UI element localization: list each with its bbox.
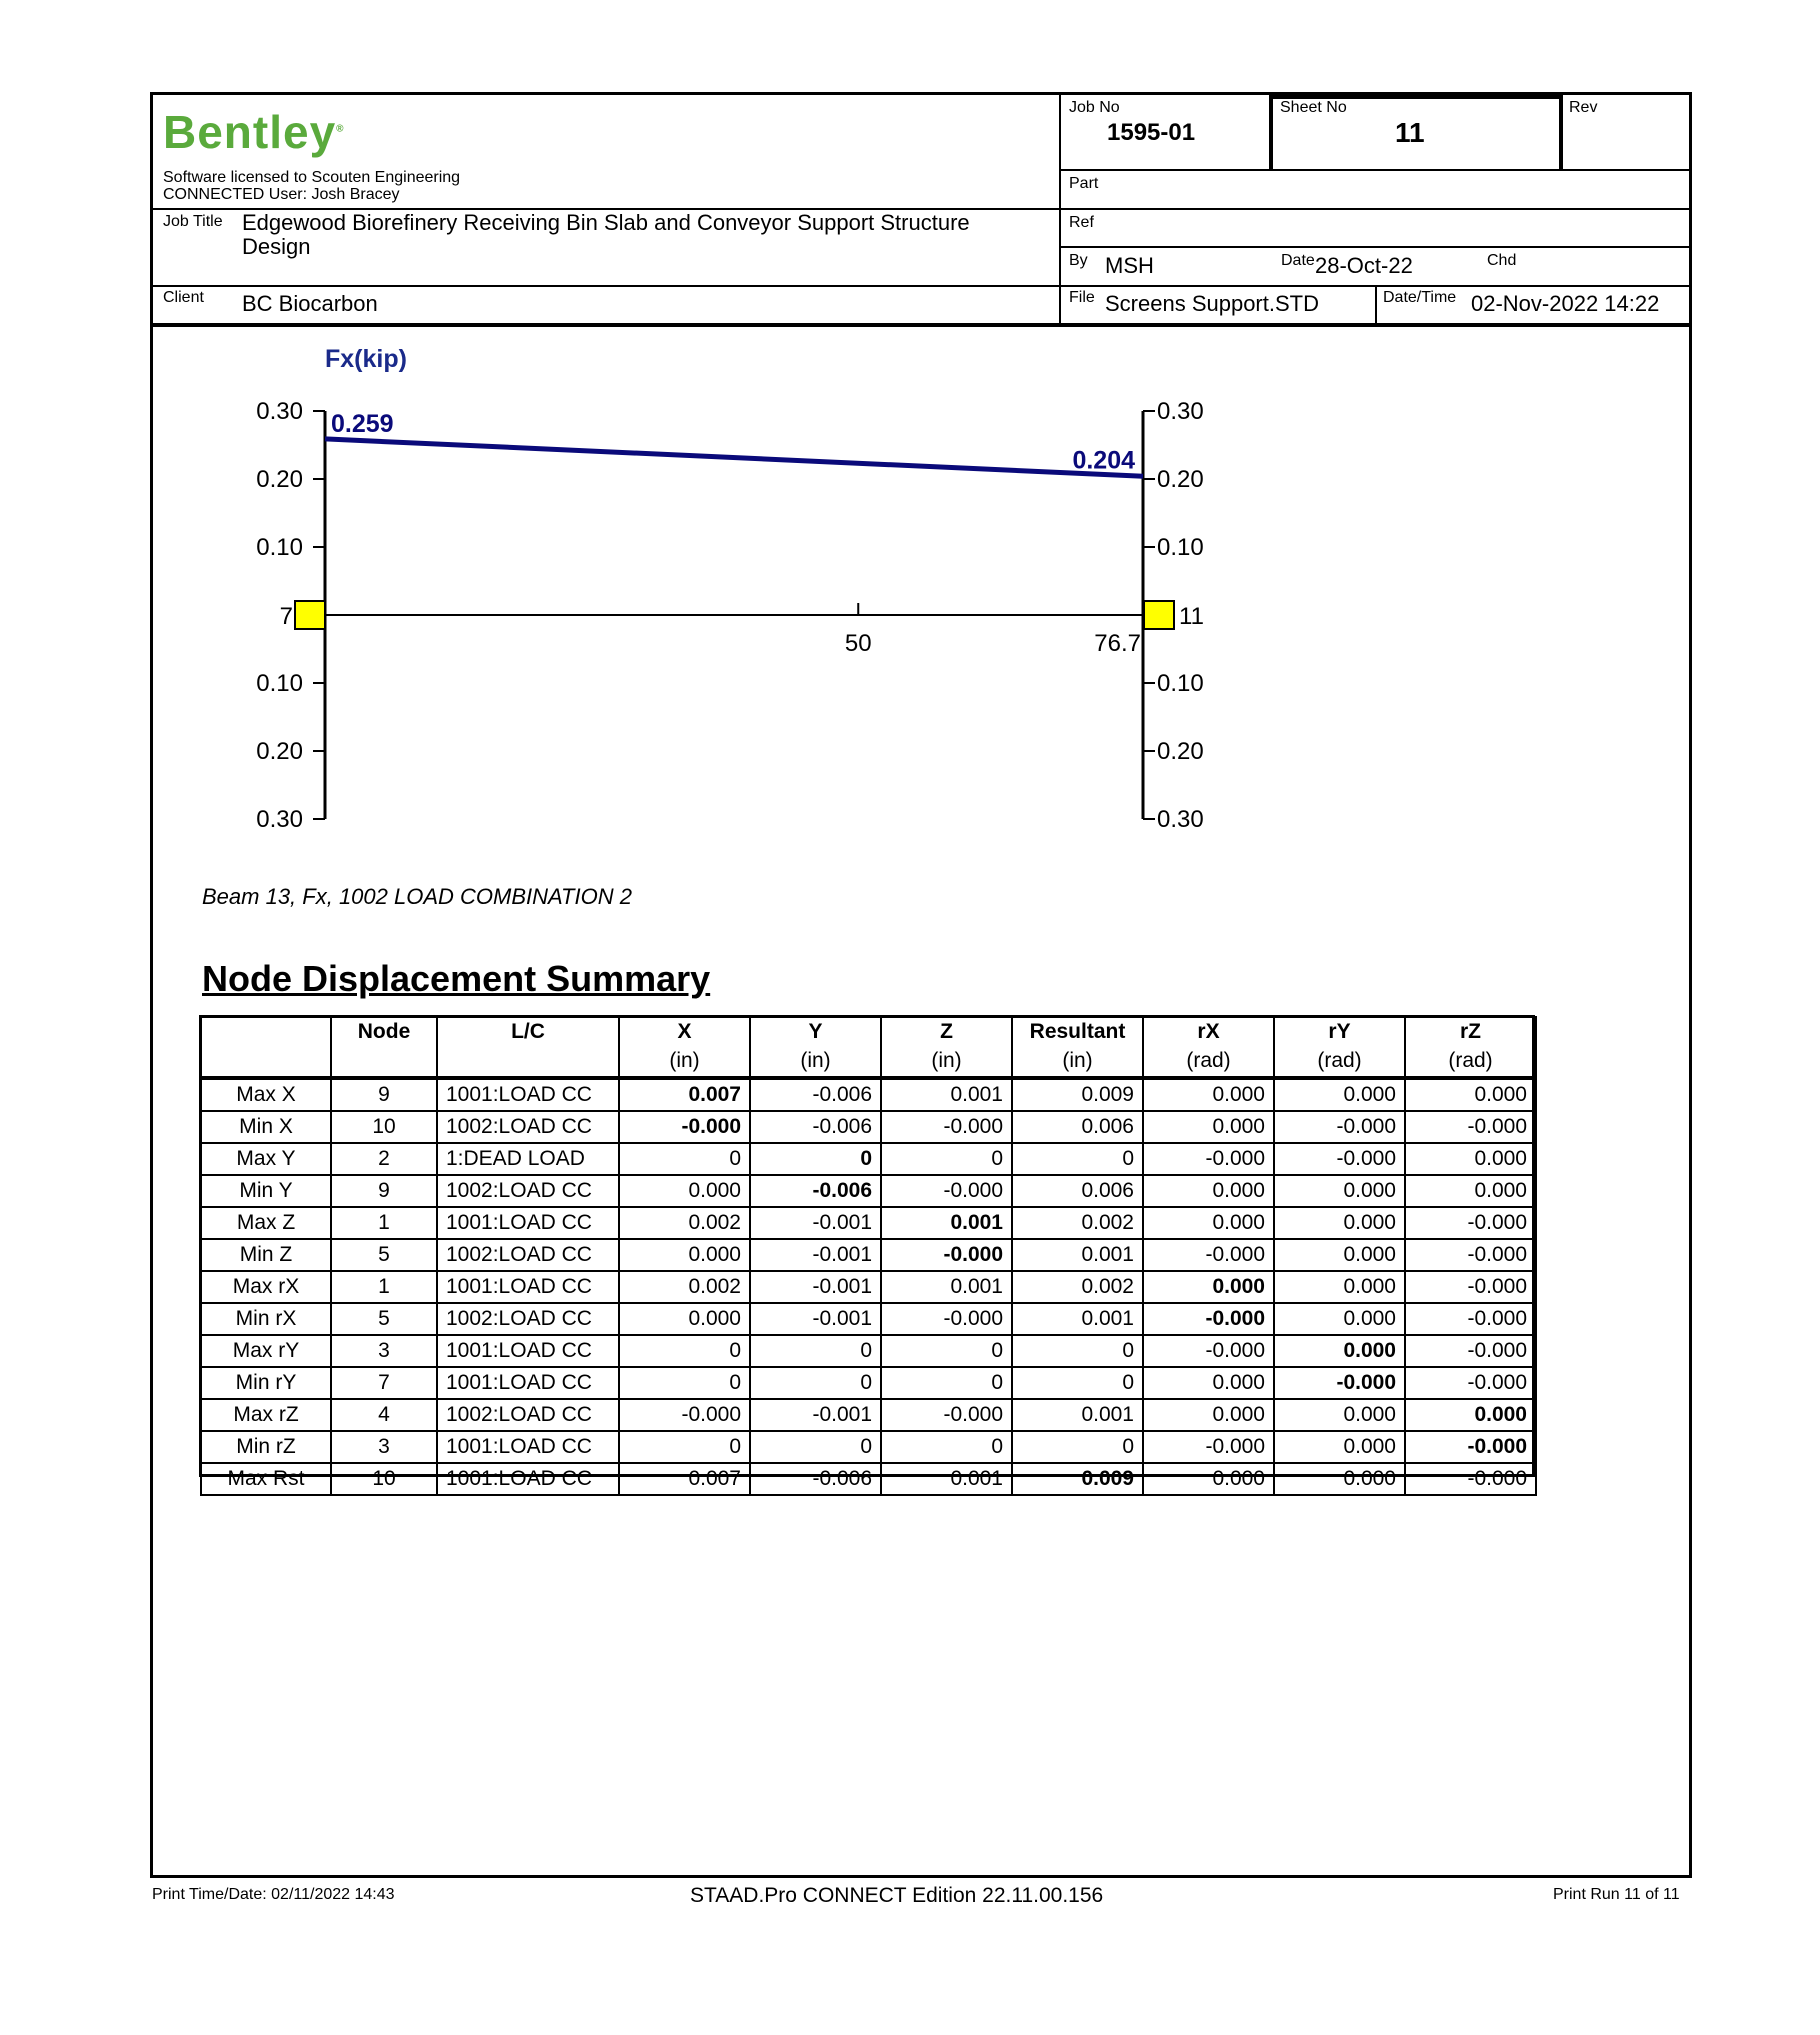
table-cell: 0.000 — [1405, 1143, 1536, 1175]
table-row — [201, 1078, 1536, 1111]
part-label: Part — [1069, 175, 1099, 192]
table-cell: -0.001 — [750, 1303, 881, 1335]
table-cell: 0.000 — [619, 1175, 750, 1207]
column-header: Y — [750, 1017, 881, 1046]
table-cell: -0.001 — [750, 1239, 881, 1271]
table-row — [201, 1335, 1536, 1367]
table-cell: 1:DEAD LOAD — [437, 1143, 619, 1175]
table-cell: 1002:LOAD CC — [437, 1303, 619, 1335]
file-label: File — [1069, 289, 1095, 306]
table-cell: 0.000 — [1143, 1367, 1274, 1399]
table-cell: -0.000 — [1405, 1367, 1536, 1399]
column-unit: (rad) — [1274, 1046, 1405, 1078]
table-cell: 0.000 — [1274, 1271, 1405, 1303]
end-value-label: 0.204 — [1072, 446, 1135, 475]
table-cell: 0 — [1012, 1143, 1143, 1175]
table-cell: -0.000 — [1405, 1431, 1536, 1463]
column-header: Z — [881, 1017, 1012, 1046]
table-cell: 1001:LOAD CC — [437, 1367, 619, 1399]
table-cell: -0.000 — [1143, 1239, 1274, 1271]
fx-diagram-chart — [0, 0, 1820, 880]
table-cell: Min Y — [201, 1175, 331, 1207]
table-cell: Min rZ — [201, 1431, 331, 1463]
table-cell: Min Z — [201, 1239, 331, 1271]
x-tick-label: 50 — [844, 630, 872, 657]
x-tick-label: 76.7 — [1094, 630, 1141, 657]
column-header: rY — [1274, 1017, 1405, 1046]
license-line-2: CONNECTED User: Josh Bracey — [163, 186, 400, 203]
job-title-value: Edgewood Biorefinery Receiving Bin Slab and Conveyor Support Structure Design — [242, 210, 970, 259]
table-cell: -0.006 — [750, 1111, 881, 1143]
rev-label: Rev — [1569, 99, 1598, 116]
right-tick-label: 0.20 — [1157, 466, 1204, 493]
table-header-row — [201, 1017, 1536, 1046]
table-cell: 0.000 — [1274, 1399, 1405, 1431]
datetime-value: 02-Nov-2022 14:22 — [1471, 291, 1660, 316]
column-unit: (rad) — [1405, 1046, 1536, 1078]
table-cell: -0.000 — [1405, 1271, 1536, 1303]
table-cell: 0 — [881, 1335, 1012, 1367]
job-no-value: 1595-01 — [1107, 119, 1196, 146]
client-value: BC Biocarbon — [242, 291, 378, 316]
print-time: Print Time/Date: 02/11/2022 14:43 — [152, 1886, 395, 1903]
column-unit: (in) — [1012, 1046, 1143, 1078]
table-cell: 0.000 — [1405, 1399, 1536, 1431]
table-cell: 0.000 — [1143, 1399, 1274, 1431]
table-cell: 0.000 — [1274, 1078, 1405, 1111]
table-cell: 4 — [331, 1399, 437, 1431]
column-unit — [437, 1046, 619, 1078]
table-cell: 1001:LOAD CC — [437, 1078, 619, 1111]
table-row — [201, 1431, 1536, 1463]
sheet-no-label: Sheet No — [1280, 99, 1347, 116]
right-tick-label: 0.30 — [1157, 398, 1204, 425]
table-cell: Max Z — [201, 1207, 331, 1239]
table-cell: Min X — [201, 1111, 331, 1143]
left-tick-label: 0.20 — [256, 466, 303, 493]
table-cell: 1 — [331, 1271, 437, 1303]
table-cell: 0.007 — [619, 1463, 750, 1495]
sheet-no-value: 11 — [1395, 117, 1425, 148]
table-row — [201, 1367, 1536, 1399]
end-node-marker — [1144, 601, 1174, 629]
table-cell: 0.006 — [1012, 1111, 1143, 1143]
table-cell: Max rX — [201, 1271, 331, 1303]
table-cell: -0.006 — [750, 1175, 881, 1207]
table-row — [201, 1111, 1536, 1143]
table-cell: 0.006 — [1012, 1175, 1143, 1207]
table-row — [201, 1143, 1536, 1175]
table-cell: -0.000 — [1143, 1303, 1274, 1335]
file-value: Screens Support.STD — [1105, 291, 1319, 316]
by-value: MSH — [1105, 253, 1154, 278]
table-cell: 0.000 — [1143, 1111, 1274, 1143]
table-cell: 0.000 — [619, 1239, 750, 1271]
table-cell: 0.001 — [1012, 1239, 1143, 1271]
table-cell: -0.000 — [1143, 1335, 1274, 1367]
column-header: Resultant — [1012, 1017, 1143, 1046]
column-header: Node — [331, 1017, 437, 1046]
table-cell: -0.000 — [1405, 1239, 1536, 1271]
table-cell: -0.000 — [881, 1111, 1012, 1143]
table-cell: -0.006 — [750, 1463, 881, 1495]
table-cell: -0.000 — [619, 1399, 750, 1431]
table-cell: 0.002 — [1012, 1207, 1143, 1239]
table-cell: 0 — [750, 1143, 881, 1175]
left-tick-label: 0.30 — [256, 398, 303, 425]
chd-label: Chd — [1487, 252, 1517, 269]
table-cell: Max rZ — [201, 1399, 331, 1431]
table-row — [201, 1303, 1536, 1335]
table-cell: 5 — [331, 1239, 437, 1271]
chart-caption: Beam 13, Fx, 1002 LOAD COMBINATION 2 — [202, 884, 632, 909]
right-tick-label: 0.10 — [1157, 534, 1204, 561]
table-cell: 1001:LOAD CC — [437, 1463, 619, 1495]
table-cell: 0.001 — [881, 1271, 1012, 1303]
table-cell: 0 — [881, 1431, 1012, 1463]
table-cell: 3 — [331, 1431, 437, 1463]
print-run: Print Run 11 of 11 — [1553, 1886, 1680, 1903]
start-node-label: 7 — [279, 603, 293, 630]
table-cell: 0 — [750, 1367, 881, 1399]
table-cell: 0 — [1012, 1431, 1143, 1463]
table-cell: -0.000 — [1405, 1111, 1536, 1143]
table-cell: -0.000 — [1143, 1143, 1274, 1175]
table-cell: 0.000 — [1274, 1463, 1405, 1495]
date-label: Date — [1281, 252, 1315, 269]
table-cell: Max X — [201, 1078, 331, 1111]
table-row — [201, 1207, 1536, 1239]
table-row — [201, 1271, 1536, 1303]
table-cell: 0.000 — [1274, 1303, 1405, 1335]
job-title-label: Job Title — [163, 213, 223, 230]
table-cell: 0 — [750, 1335, 881, 1367]
table-cell: 1002:LOAD CC — [437, 1111, 619, 1143]
table-units-row — [201, 1046, 1536, 1078]
left-tick-label: 0.10 — [256, 670, 303, 697]
table-cell: 0.000 — [1274, 1431, 1405, 1463]
column-unit: (in) — [881, 1046, 1012, 1078]
table-cell: 0 — [619, 1431, 750, 1463]
end-node-label: 11 — [1179, 603, 1204, 630]
bentley-logo: Bentley® — [163, 106, 345, 158]
table-cell: 0.001 — [1012, 1303, 1143, 1335]
table-cell: 0 — [619, 1367, 750, 1399]
table-cell: 0.001 — [881, 1078, 1012, 1111]
column-header — [201, 1017, 331, 1046]
table-cell: Max Rst — [201, 1463, 331, 1495]
table-cell: -0.000 — [881, 1303, 1012, 1335]
table-cell: 0.009 — [1012, 1463, 1143, 1495]
table-cell: 0.000 — [1143, 1175, 1274, 1207]
table-cell: 0 — [619, 1335, 750, 1367]
right-tick-label: 0.30 — [1157, 806, 1204, 833]
left-tick-label: 0.30 — [256, 806, 303, 833]
column-header: X — [619, 1017, 750, 1046]
table-cell: Min rX — [201, 1303, 331, 1335]
table-cell: 1001:LOAD CC — [437, 1431, 619, 1463]
table-cell: 0.007 — [619, 1078, 750, 1111]
table-cell: -0.000 — [1405, 1303, 1536, 1335]
table-cell: -0.000 — [881, 1175, 1012, 1207]
edition: STAAD.Pro CONNECT Edition 22.11.00.156 — [690, 1884, 1104, 1907]
table-cell: 10 — [331, 1111, 437, 1143]
table-row — [201, 1399, 1536, 1431]
table-row — [201, 1239, 1536, 1271]
table-cell: 9 — [331, 1078, 437, 1111]
table-cell: -0.000 — [1405, 1207, 1536, 1239]
table-cell: 9 — [331, 1175, 437, 1207]
table-row — [201, 1463, 1536, 1495]
table-cell: 1 — [331, 1207, 437, 1239]
node-displacement-table — [200, 1016, 1537, 1496]
table-cell: 0 — [1012, 1367, 1143, 1399]
table-cell: 0.000 — [1405, 1078, 1536, 1111]
table-cell: Min rY — [201, 1367, 331, 1399]
table-cell: -0.001 — [750, 1399, 881, 1431]
table-cell: 0 — [750, 1431, 881, 1463]
table-cell: -0.000 — [1143, 1431, 1274, 1463]
chart-title: Fx(kip) — [325, 345, 407, 373]
table-cell: 1002:LOAD CC — [437, 1239, 619, 1271]
table-cell: 1002:LOAD CC — [437, 1175, 619, 1207]
table-cell: 0.002 — [1012, 1271, 1143, 1303]
table-cell: -0.000 — [1274, 1143, 1405, 1175]
table-cell: -0.000 — [1274, 1367, 1405, 1399]
table-cell: 0.000 — [1143, 1207, 1274, 1239]
job-no-label: Job No — [1069, 99, 1120, 116]
start-node-marker — [295, 601, 325, 629]
by-label: By — [1069, 252, 1088, 269]
table-cell: 0.002 — [619, 1271, 750, 1303]
table-cell: -0.001 — [750, 1271, 881, 1303]
table-cell: -0.000 — [1405, 1463, 1536, 1495]
table-cell: 10 — [331, 1463, 437, 1495]
table-cell: 5 — [331, 1303, 437, 1335]
table-cell: 0 — [619, 1143, 750, 1175]
table-cell: -0.000 — [1405, 1335, 1536, 1367]
table-cell: 0.001 — [881, 1207, 1012, 1239]
table-cell: Max rY — [201, 1335, 331, 1367]
column-unit: (rad) — [1143, 1046, 1274, 1078]
table-cell: 1002:LOAD CC — [437, 1399, 619, 1431]
left-tick-label: 0.10 — [256, 534, 303, 561]
datetime-label: Date/Time — [1383, 289, 1457, 306]
table-cell: 0.001 — [1012, 1399, 1143, 1431]
date-value: 28-Oct-22 — [1315, 253, 1413, 278]
column-header: rZ — [1405, 1017, 1536, 1046]
table-cell: 0.000 — [1274, 1175, 1405, 1207]
column-unit: (in) — [619, 1046, 750, 1078]
table-cell: 0.000 — [1405, 1175, 1536, 1207]
table-cell: 0.000 — [1274, 1239, 1405, 1271]
left-tick-label: 0.20 — [256, 738, 303, 765]
table-cell: 2 — [331, 1143, 437, 1175]
column-unit — [201, 1046, 331, 1078]
license-line-1: Software licensed to Scouten Engineering — [163, 169, 461, 186]
table-cell: -0.000 — [881, 1239, 1012, 1271]
table-cell: 1001:LOAD CC — [437, 1207, 619, 1239]
table-cell: 0.000 — [1143, 1271, 1274, 1303]
start-value-label: 0.259 — [331, 409, 394, 438]
table-cell: 1001:LOAD CC — [437, 1271, 619, 1303]
table-cell: 0.002 — [619, 1207, 750, 1239]
table-cell: 3 — [331, 1335, 437, 1367]
column-unit: (in) — [750, 1046, 881, 1078]
table-cell: 0.000 — [1143, 1078, 1274, 1111]
ref-label: Ref — [1069, 214, 1094, 231]
table-cell: 0 — [1012, 1335, 1143, 1367]
right-tick-label: 0.20 — [1157, 738, 1204, 765]
right-tick-label: 0.10 — [1157, 670, 1204, 697]
fx-series-line — [325, 439, 1143, 476]
table-cell: 0.000 — [1143, 1463, 1274, 1495]
column-header: L/C — [437, 1017, 619, 1046]
table-cell: -0.000 — [881, 1399, 1012, 1431]
table-cell: 7 — [331, 1367, 437, 1399]
table-cell: -0.006 — [750, 1078, 881, 1111]
table-cell: 0 — [881, 1367, 1012, 1399]
table-row — [201, 1175, 1536, 1207]
table-cell: -0.000 — [1274, 1111, 1405, 1143]
table-cell: 0.000 — [1274, 1207, 1405, 1239]
section-title: Node Displacement Summary — [202, 958, 711, 999]
table-cell: -0.001 — [750, 1207, 881, 1239]
table-cell: 1001:LOAD CC — [437, 1335, 619, 1367]
table-cell: 0.001 — [881, 1463, 1012, 1495]
table-cell: 0.000 — [619, 1303, 750, 1335]
column-unit — [331, 1046, 437, 1078]
table-cell: 0 — [881, 1143, 1012, 1175]
table-cell: 0.009 — [1012, 1078, 1143, 1111]
client-label: Client — [163, 289, 204, 306]
table-cell: -0.000 — [619, 1111, 750, 1143]
column-header: rX — [1143, 1017, 1274, 1046]
table-cell: 0.000 — [1274, 1335, 1405, 1367]
table-cell: Max Y — [201, 1143, 331, 1175]
